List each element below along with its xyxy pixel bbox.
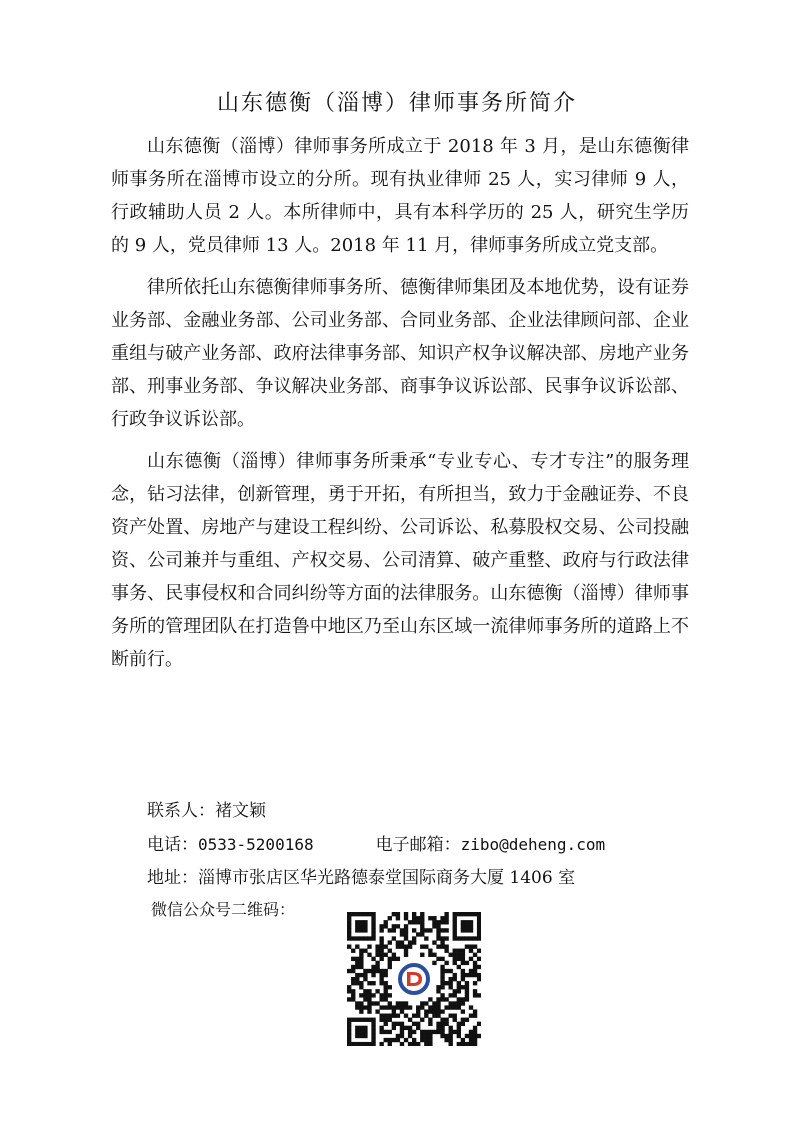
phone-label: 电话：: [147, 835, 198, 855]
email-label: 电子邮箱：: [375, 835, 461, 855]
introduction-body: [111, 130, 689, 685]
contact-person-name: 褚文颖: [215, 801, 266, 821]
qr-code-icon: [347, 912, 481, 1046]
contact-phone-email-line: [147, 828, 707, 862]
contact-address-line: [147, 862, 707, 895]
contact-person-label: 联系人：: [147, 801, 215, 821]
email-address: zibo@deheng.com: [460, 835, 606, 854]
paragraph-departments: 律所依托山东德衡律师事务所、德衡律师集团及本地优势，设有证券业务部、金融业务部、公司业务部、合同业务部、企业法律顾问部、企业重组与破产业务部、政府法律事务部、知识产权争议解决部、房地产业务部、刑事业务部、争议解决业务部、商事争议诉讼部、民事争议诉讼部、行政争议诉讼部。: [111, 277, 689, 430]
page-title: 山东德衡（淄博）律师事务所简介: [216, 91, 577, 116]
paragraph-overview: 山东德衡（淄博）律师事务所成立于 2018 年 3 月，是山东德衡律师事务所在淄博市设立的分所。现有执业律师 25 人，实习律师 9 人，行政辅助人员 2 人。本所律师中，具有本科学历的 25 人，研究生学历的 9 人，党员律师 13 人。2018 年 11 月，律师事务所成立党支部。: [111, 136, 689, 256]
address-label: 地址：: [147, 868, 198, 888]
phone-number: 0533-5200168: [198, 835, 314, 854]
qr-code-graphic: [347, 912, 481, 1046]
paragraph-philosophy: 山东德衡（淄博）律师事务所秉承“专业专心、专才专注”的服务理念，钻习法律，创新管理，勇于开拓，有所担当，致力于金融证券、不良资产处置、房地产与建设工程纠纷、公司诉讼、私募股权交易、公司投融资、公司兼并与重组、产权交易、公司清算、破产重整、政府与行政法律事务、民事侵权和合同纠纷等方面的法律服务。山东德衡（淄博）律师事务所的管理团队在打造鲁中地区乃至山东区域一流律师事务所的道路上不断前行。: [111, 451, 689, 670]
wechat-label: 微信公众号二维码：: [151, 900, 296, 919]
contact-person-line: [147, 795, 707, 828]
address-value: 淄博市张店区华光路德泰堂国际商务大厦 1406 室: [198, 868, 576, 888]
deheng-logo-icon: [397, 962, 431, 996]
contact-block: [147, 795, 707, 895]
